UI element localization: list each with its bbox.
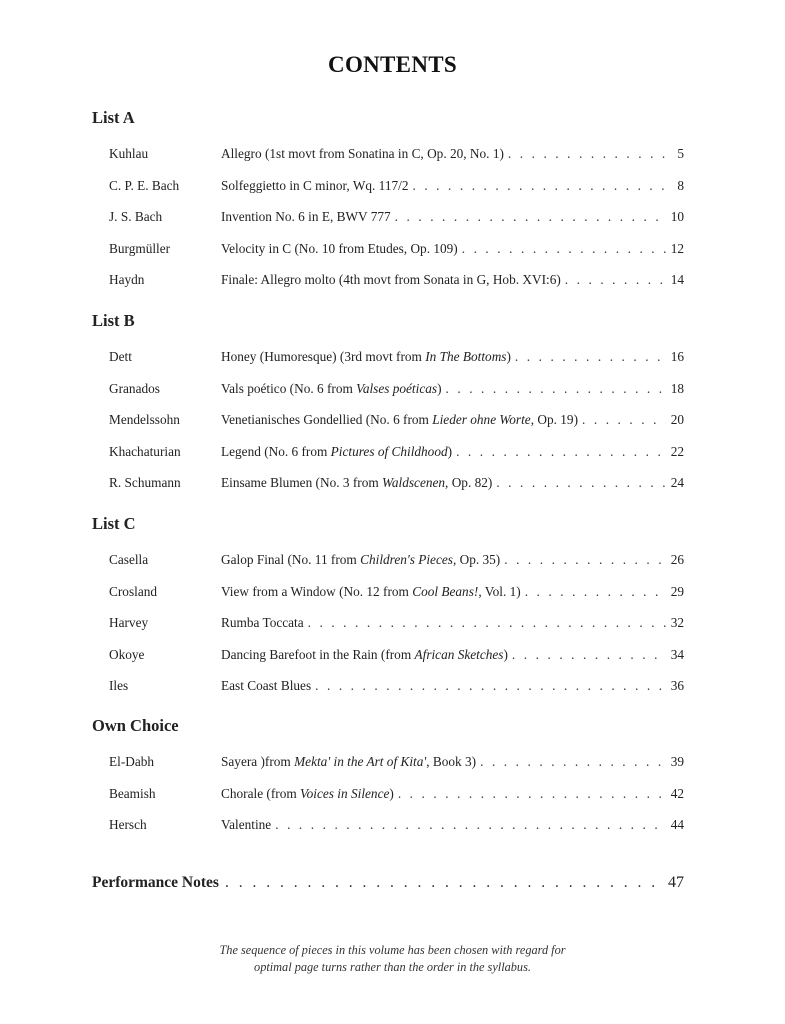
page-number: 12 (670, 240, 684, 256)
dot-leader (225, 872, 664, 894)
piece-entry (221, 379, 684, 399)
piece-entry (221, 784, 684, 804)
composer-name: C. P. E. Bach (109, 177, 180, 193)
composer-name: El-Dabh (109, 754, 155, 769)
dot-leader (412, 176, 666, 196)
title-text: Invention No. 6 in E, BWV 777 (221, 209, 391, 225)
title-text: Valentine (221, 817, 272, 833)
composer-name: Dett (109, 349, 132, 364)
collection-title: African Sketches (414, 646, 504, 662)
title-text: Dancing Barefoot in the Rain (from (221, 646, 415, 662)
piece-entry (221, 410, 684, 430)
page-number: 16 (670, 349, 684, 364)
composer-name: Okoye (109, 646, 145, 662)
performance-notes-page: 47 (668, 874, 684, 891)
toc-entry (109, 347, 684, 367)
title-text: Venetianisches Gondellied (No. 6 from (221, 412, 433, 428)
piece-title (221, 752, 476, 772)
dot-leader (456, 442, 666, 462)
piece-entry (221, 239, 684, 259)
title-text: East Coast Blues (221, 678, 312, 694)
composer-name: Hersch (109, 817, 147, 833)
title-text: Chorale (from (221, 785, 301, 801)
page-number: 22 (670, 443, 684, 459)
piece-title (221, 347, 511, 367)
piece-entry (221, 550, 684, 570)
composer-name: Khachaturian (109, 443, 181, 459)
title-text: ) (503, 646, 508, 662)
dot-leader (565, 270, 666, 290)
collection-title: Children's Pieces (360, 552, 453, 567)
composer-name: R. Schumann (109, 475, 181, 491)
composer-name: Burgmüller (109, 240, 171, 256)
composer-name: Kuhlau (109, 146, 149, 161)
piece-entry (221, 473, 684, 493)
page-number: 32 (670, 615, 684, 631)
section-list-a (92, 108, 684, 288)
piece-entry (221, 645, 684, 665)
dot-leader (504, 550, 666, 570)
dot-leader (508, 144, 666, 164)
title-text: , Op. 82) (445, 475, 493, 491)
dot-leader (582, 410, 666, 430)
toc-entry (109, 410, 684, 430)
piece-title (221, 410, 578, 430)
section-own-choice (92, 716, 684, 833)
title-text: View from a Window (No. 12 from (221, 583, 413, 599)
piece-entry (221, 176, 684, 196)
title-text: Einsame Blumen (No. 3 from (221, 475, 383, 491)
section-heading: List A (92, 108, 135, 127)
piece-title (221, 473, 492, 493)
dot-leader (515, 347, 666, 367)
dot-leader (512, 645, 666, 665)
page-number: 36 (670, 678, 684, 694)
title-text: Legend (No. 6 from (221, 443, 331, 459)
toc-entry (109, 676, 684, 696)
footnote-line-2: optimal page turns rather than the order in the syllabus. (254, 960, 531, 974)
piece-title (221, 207, 391, 227)
section-heading: List B (92, 311, 135, 330)
toc-entry (109, 144, 684, 164)
section-heading: Own Choice (92, 716, 179, 735)
dot-leader (398, 784, 666, 804)
performance-notes-entry (92, 872, 684, 894)
collection-title: Pictures of Childhood (330, 443, 448, 459)
piece-title (221, 442, 452, 462)
dot-leader (308, 613, 666, 633)
piece-entry (221, 347, 684, 367)
composer-name: Haydn (109, 272, 145, 288)
toc-entry (109, 379, 684, 399)
title-text: Honey (Humoresque) (3rd movt from (221, 349, 426, 364)
page-number: 42 (670, 785, 684, 801)
piece-title (221, 613, 304, 633)
section-heading: List C (92, 514, 136, 533)
title-text: , Op. 19) (530, 412, 578, 428)
composer-name: Mendelssohn (109, 412, 180, 428)
title-text: ) (437, 380, 442, 396)
title-text: Galop Final (No. 11 from (221, 552, 361, 567)
title-text: Solfeggietto in C minor, Wq. 117/2 (221, 177, 409, 193)
toc-entry (109, 239, 684, 259)
piece-entry (221, 676, 684, 696)
page-number: 29 (670, 583, 684, 599)
collection-title: Valses poéticas (356, 380, 438, 396)
title-text: Vals poético (No. 6 from (221, 380, 357, 396)
toc-entry (109, 550, 684, 570)
piece-title (221, 784, 394, 804)
toc-entry (109, 752, 684, 772)
title-text: ) (447, 443, 453, 459)
page-number: 8 (677, 177, 684, 193)
piece-title (221, 676, 311, 696)
title-text: Allegro (1st movt from Sonatina in C, Op. 20, No. 1) (221, 146, 504, 161)
piece-entry (221, 752, 684, 772)
dot-leader (525, 582, 666, 602)
section-list-b (92, 311, 684, 491)
toc-entry (109, 645, 684, 665)
page-number: 39 (670, 754, 684, 769)
title-text: Finale: Allegro molto (4th movt from Sonata in G, Hob. XVI:6) (221, 272, 561, 288)
footnote-line-1: The sequence of pieces in this volume has been chosen with regard for (219, 943, 566, 957)
toc-entry (109, 442, 684, 462)
dot-leader (462, 239, 666, 259)
page-number: 24 (670, 475, 684, 491)
toc-entry (109, 270, 684, 290)
piece-entry (221, 815, 684, 835)
footnote (0, 942, 785, 976)
piece-entry (221, 582, 684, 602)
piece-title (221, 270, 561, 290)
collection-title: Voices in Silence (300, 785, 390, 801)
piece-entry (221, 442, 684, 462)
piece-title (221, 645, 508, 665)
toc-entry (109, 582, 684, 602)
dot-leader (395, 207, 666, 227)
piece-title (221, 176, 408, 196)
page-number: 14 (670, 272, 684, 288)
composer-name: Casella (109, 552, 149, 567)
title-text: ) (506, 349, 511, 364)
title-text: , Op. 35) (452, 552, 501, 567)
composer-name: Beamish (109, 785, 156, 801)
piece-title (221, 815, 271, 835)
dot-leader (315, 676, 666, 696)
collection-title: In The Bottoms (425, 349, 507, 364)
section-list-c (92, 514, 684, 694)
page-number: 18 (670, 380, 684, 396)
piece-title (221, 379, 442, 399)
toc-entry (109, 207, 684, 227)
page-title: CONTENTS (328, 52, 457, 77)
composer-name: Harvey (109, 615, 149, 631)
dot-leader (480, 752, 666, 772)
title-text: Velocity in C (No. 10 from Etudes, Op. 109) (221, 240, 458, 256)
title-text: , Vol. 1) (478, 583, 521, 599)
title-text: Sayera )from (221, 754, 295, 769)
toc-entry (109, 784, 684, 804)
toc-entry (109, 815, 684, 835)
toc-entry (109, 613, 684, 633)
collection-title: Lieder ohne Worte (432, 412, 531, 428)
page-number: 34 (670, 646, 684, 662)
collection-title: Cool Beans! (412, 583, 479, 599)
piece-entry (221, 613, 684, 633)
toc-entry (109, 176, 684, 196)
piece-title (221, 239, 458, 259)
title-text: ) (389, 785, 394, 801)
piece-entry (221, 144, 684, 164)
dot-leader (496, 473, 666, 493)
page-number: 44 (670, 817, 684, 833)
piece-title (221, 582, 521, 602)
page-number: 26 (670, 552, 684, 567)
title-text: , Book 3) (426, 754, 477, 769)
piece-entry (221, 207, 684, 227)
page-number: 20 (670, 412, 684, 428)
composer-name: Iles (109, 678, 129, 694)
dot-leader (275, 815, 666, 835)
title-text: Rumba Toccata (221, 615, 304, 631)
page-number: 10 (670, 209, 684, 225)
collection-title: Mekta' in the Art of Kita' (294, 754, 427, 769)
piece-entry (221, 270, 684, 290)
toc-entry (109, 473, 684, 493)
composer-name: Granados (109, 380, 160, 396)
composer-name: J. S. Bach (109, 209, 163, 225)
dot-leader (446, 379, 667, 399)
page-number: 5 (677, 146, 684, 161)
piece-title (221, 550, 500, 570)
collection-title: Waldscenen (382, 475, 446, 491)
piece-title (221, 144, 504, 164)
composer-name: Crosland (109, 583, 158, 599)
performance-notes-label: Performance Notes (92, 874, 219, 891)
